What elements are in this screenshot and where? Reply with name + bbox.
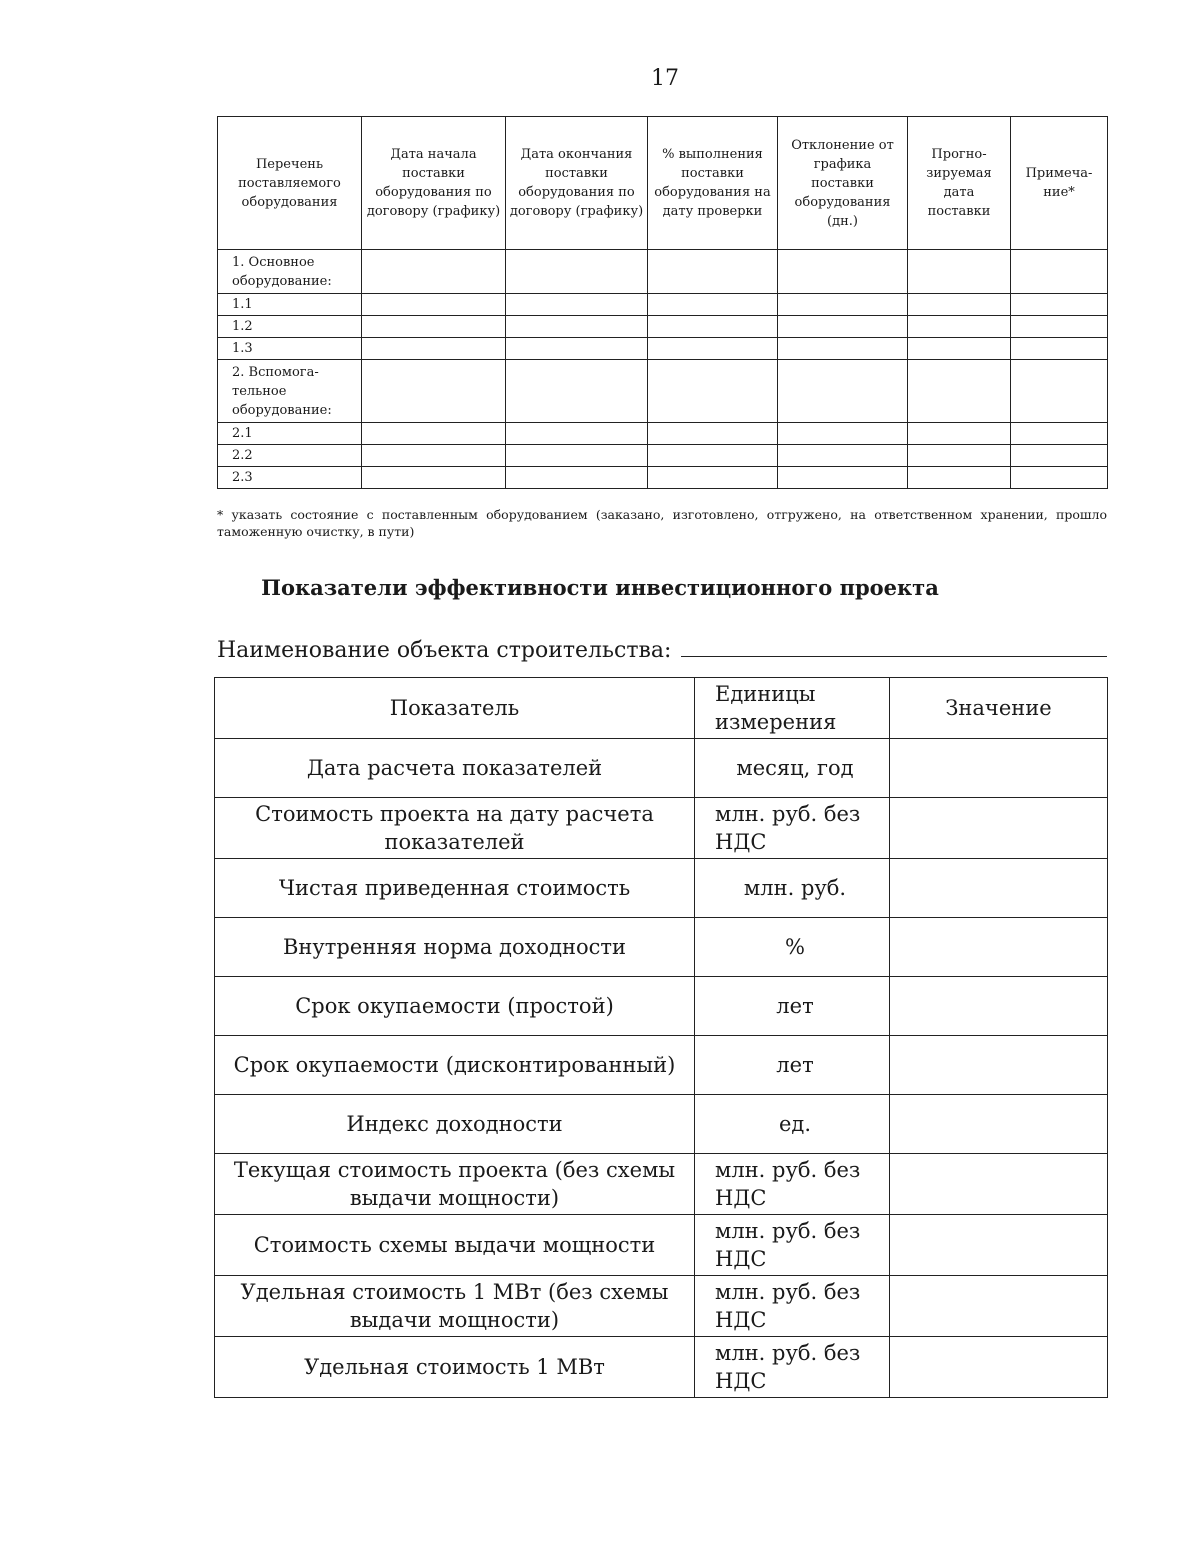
row-label: 1.2 bbox=[218, 316, 362, 338]
table-row bbox=[218, 250, 1108, 294]
row-label: 1.3 bbox=[218, 338, 362, 360]
object-name-label: Наименование объекта строительства: bbox=[217, 638, 672, 663]
unit-cell: млн. руб. без НДС bbox=[695, 1337, 890, 1398]
unit-cell: млн. руб. bbox=[695, 859, 890, 918]
value-cell bbox=[890, 977, 1108, 1036]
indicator-cell: Внутренняя норма доходности bbox=[215, 918, 695, 977]
table-row bbox=[218, 445, 1108, 467]
header-equipment-list: Перечень поставляемого оборудования bbox=[218, 117, 362, 250]
indicator-cell: Удельная стоимость 1 МВт (без схемы выдачи мощности) bbox=[215, 1276, 695, 1337]
table-row bbox=[218, 360, 1108, 423]
kpi-table bbox=[214, 677, 1108, 1398]
row-label: 1. Основное оборудование: bbox=[218, 250, 362, 294]
row-label: 2. Вспомога-тельное оборудование: bbox=[218, 360, 362, 423]
indicator-cell: Удельная стоимость 1 МВт bbox=[215, 1337, 695, 1398]
indicator-cell: Дата расчета показателей bbox=[215, 739, 695, 798]
indicator-cell: Текущая стоимость проекта (без схемы выдачи мощности) bbox=[215, 1154, 695, 1215]
value-cell bbox=[890, 1036, 1108, 1095]
indicator-cell: Срок окупаемости (дисконтированный) bbox=[215, 1036, 695, 1095]
unit-cell: млн. руб. без НДС bbox=[695, 798, 890, 859]
unit-cell: млн. руб. без НДС bbox=[695, 1154, 890, 1215]
indicator-cell: Чистая приведенная стоимость bbox=[215, 859, 695, 918]
table-row bbox=[215, 1036, 1108, 1095]
section-title: Показатели эффективности инвестиционного проекта bbox=[261, 575, 939, 600]
footnote: * указать состояние с поставленным оборудованием (заказано, изготовлено, отгружено, на ответственном хранении, прошло таможенную очистку, в пути) bbox=[217, 507, 1107, 539]
table-row bbox=[215, 1215, 1108, 1276]
table-row bbox=[215, 1276, 1108, 1337]
row-label: 2.2 bbox=[218, 445, 362, 467]
row-label: 2.1 bbox=[218, 423, 362, 445]
header-start-date: Дата начала поставки оборудования по договору (графику) bbox=[362, 117, 506, 250]
table-row bbox=[215, 1095, 1108, 1154]
value-cell bbox=[890, 1337, 1108, 1398]
value-cell bbox=[890, 859, 1108, 918]
header-forecast-date: Прогно-зируемая дата поставки bbox=[908, 117, 1011, 250]
unit-cell: млн. руб. без НДС bbox=[695, 1276, 890, 1337]
value-cell bbox=[890, 798, 1108, 859]
table-row bbox=[218, 467, 1108, 489]
header-deviation: Отклонение от графика поставки оборудования (дн.) bbox=[778, 117, 908, 250]
indicator-cell: Стоимость проекта на дату расчета показателей bbox=[215, 798, 695, 859]
unit-cell: % bbox=[695, 918, 890, 977]
table-row bbox=[215, 1337, 1108, 1398]
unit-cell: млн. руб. без НДС bbox=[695, 1215, 890, 1276]
header-indicator: Показатель bbox=[215, 678, 695, 739]
table-row bbox=[215, 859, 1108, 918]
object-name-blank bbox=[681, 630, 1107, 657]
equipment-delivery-table bbox=[217, 116, 1108, 489]
value-cell bbox=[890, 1154, 1108, 1215]
table-row bbox=[218, 316, 1108, 338]
value-cell bbox=[890, 918, 1108, 977]
table-row bbox=[218, 423, 1108, 445]
table-row bbox=[218, 338, 1108, 360]
object-name-line bbox=[217, 630, 1107, 663]
row-label: 2.3 bbox=[218, 467, 362, 489]
header-completion-percent: % выполнения поставки оборудования на дату проверки bbox=[648, 117, 778, 250]
page-number: 17 bbox=[651, 66, 679, 91]
unit-cell: ед. bbox=[695, 1095, 890, 1154]
table-row bbox=[215, 798, 1108, 859]
unit-cell: лет bbox=[695, 977, 890, 1036]
unit-cell: лет bbox=[695, 1036, 890, 1095]
value-cell bbox=[890, 1095, 1108, 1154]
indicator-cell: Срок окупаемости (простой) bbox=[215, 977, 695, 1036]
value-cell bbox=[890, 1215, 1108, 1276]
indicator-cell: Стоимость схемы выдачи мощности bbox=[215, 1215, 695, 1276]
indicator-cell: Индекс доходности bbox=[215, 1095, 695, 1154]
unit-cell: месяц, год bbox=[695, 739, 890, 798]
header-note: Примеча-ние* bbox=[1011, 117, 1108, 250]
header-end-date: Дата окончания поставки оборудования по договору (графику) bbox=[506, 117, 648, 250]
table-row bbox=[218, 294, 1108, 316]
value-cell bbox=[890, 1276, 1108, 1337]
equipment-header-row bbox=[218, 117, 1108, 250]
row-label: 1.1 bbox=[218, 294, 362, 316]
value-cell bbox=[890, 739, 1108, 798]
header-value: Значение bbox=[890, 678, 1108, 739]
table-row bbox=[215, 739, 1108, 798]
table-row bbox=[215, 1154, 1108, 1215]
header-unit: Единицы измерения bbox=[695, 678, 890, 739]
table-row bbox=[215, 977, 1108, 1036]
kpi-header-row bbox=[215, 678, 1108, 739]
table-row bbox=[215, 918, 1108, 977]
